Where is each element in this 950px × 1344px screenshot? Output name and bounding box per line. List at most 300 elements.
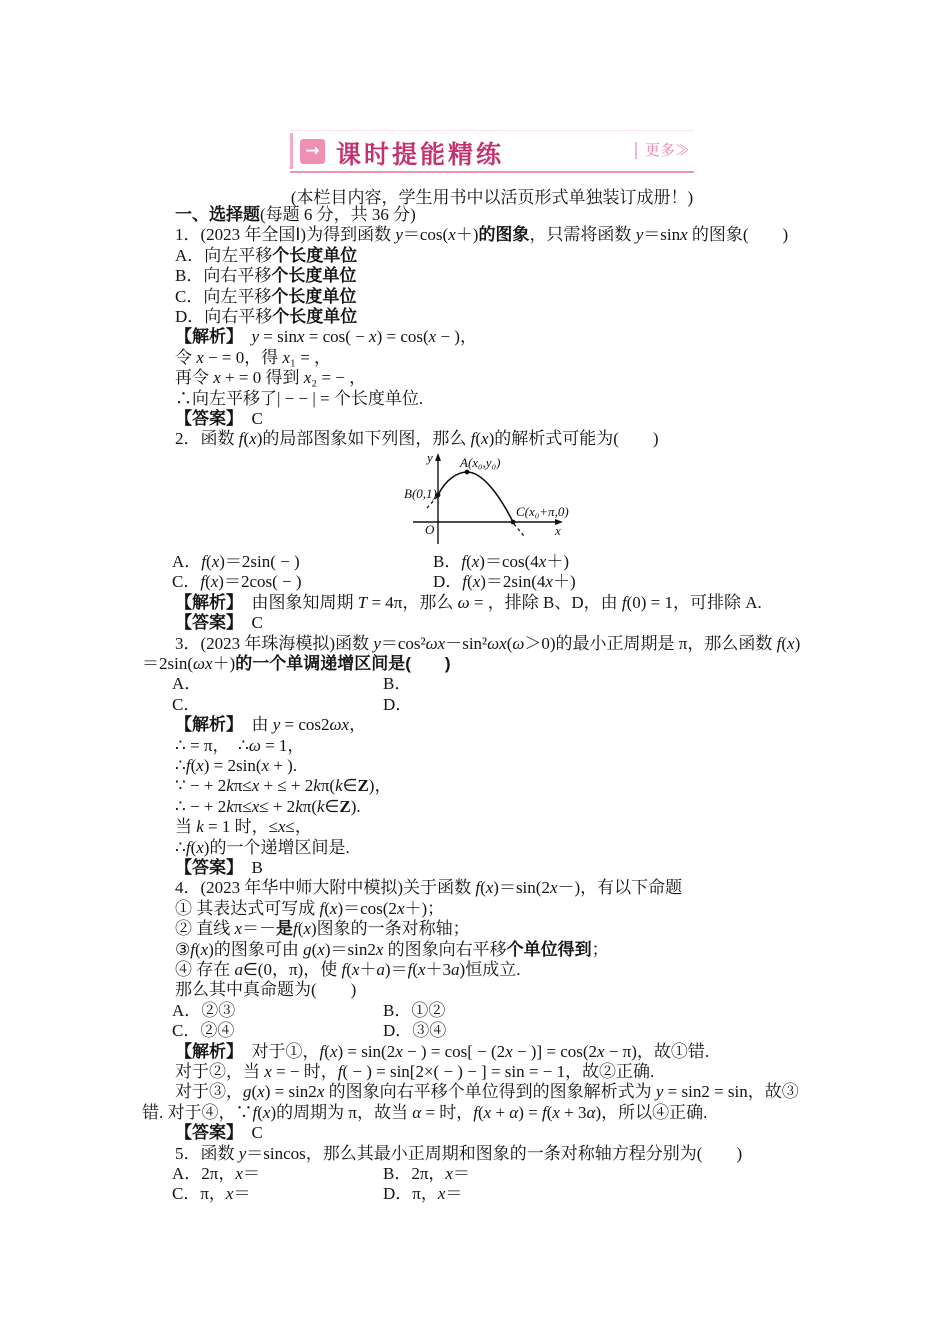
text-run: ωx xyxy=(193,653,213,673)
text-run: D． xyxy=(433,572,463,592)
text-run: ① 其表达式可写成 xyxy=(175,898,320,918)
text-run: ( xyxy=(194,939,201,959)
text-run: = 时， xyxy=(421,1102,474,1122)
option-cell xyxy=(383,674,411,694)
text-run: ＝sin xyxy=(643,225,681,245)
text-run: k xyxy=(313,776,321,796)
arrow-icon xyxy=(300,139,325,164)
text-run: )， xyxy=(368,776,392,796)
text-run: C xyxy=(234,613,263,633)
text-run: ＞0)的最小正周期是 π，那么函数 xyxy=(524,633,777,653)
text-run xyxy=(235,327,252,346)
more-link[interactable] xyxy=(635,142,690,159)
text-line xyxy=(142,736,822,756)
graph-figure xyxy=(142,450,822,552)
text-run: 个长度单位 xyxy=(271,286,357,306)
text-line xyxy=(142,409,822,429)
origin-label: O xyxy=(425,521,435,537)
text-run: ＝ xyxy=(452,1164,470,1184)
text-run: k xyxy=(226,776,234,796)
text-run: ∵ − + 2 xyxy=(175,776,227,796)
text-line xyxy=(142,348,822,368)
text-run: 是 xyxy=(276,919,294,939)
subtitle-note: (本栏目内容，学生用书中以活页形式单独装订成册！) xyxy=(290,188,694,207)
text-run: x xyxy=(264,1062,272,1082)
option-cell xyxy=(142,552,300,571)
text-run: x xyxy=(472,572,481,592)
options-row xyxy=(142,695,822,715)
text-run: 2．函数 xyxy=(175,429,239,449)
text-run: x xyxy=(485,878,494,898)
point-a-dot xyxy=(465,469,470,474)
text-run: 个长度单位 xyxy=(272,307,358,327)
text-run: C．π， xyxy=(172,1184,226,1204)
text-run: B xyxy=(234,857,263,877)
text-run: ③ xyxy=(175,939,191,959)
text-run: (每题 6 分，共 36 分) xyxy=(260,205,416,224)
text-run: 再令 xyxy=(175,368,214,388)
text-run: ( xyxy=(297,919,304,939)
text-run: 个长度单位 xyxy=(272,245,358,265)
text-run: ≤ + 2 xyxy=(259,796,296,816)
text-run: ∴ − + 2 xyxy=(175,796,227,816)
arrow-glyph: → xyxy=(305,141,320,161)
text-run: x xyxy=(261,755,270,775)
text-run: ωx xyxy=(487,633,507,653)
text-run: D．π， xyxy=(383,1184,438,1204)
text-run: D． xyxy=(383,694,413,714)
text-run: ( xyxy=(480,878,486,898)
option-cell xyxy=(383,1184,462,1204)
options-row xyxy=(142,674,822,694)
text-line xyxy=(142,225,822,245)
text-run: x xyxy=(277,817,286,837)
text-run: D．③④ xyxy=(383,1021,447,1041)
text-run: x xyxy=(211,551,220,571)
text-run: x xyxy=(448,225,456,245)
text-line xyxy=(142,817,822,837)
text-run: B． xyxy=(433,551,462,571)
text-run: ) = sin2 xyxy=(264,1082,317,1102)
options-row xyxy=(142,1184,822,1204)
text-run: )＝2cos( − ) xyxy=(218,572,302,592)
text-run: x xyxy=(296,327,305,347)
text-run: x xyxy=(235,1164,243,1184)
text-run: x xyxy=(316,1082,325,1102)
text-run: x xyxy=(234,919,243,939)
text-run: x xyxy=(538,551,547,571)
text-run: = sin xyxy=(259,327,297,347)
text-run: ∈ xyxy=(324,796,340,816)
text-run: C xyxy=(234,1123,263,1143)
text-run: )的图象可由 xyxy=(208,939,304,959)
text-run: 当 xyxy=(175,817,197,837)
text-run: A． xyxy=(172,551,202,571)
text-run: A．2π， xyxy=(172,1164,236,1184)
text-line xyxy=(142,919,822,939)
text-run: ( xyxy=(324,1041,330,1061)
text-run: = 1 时，≤ xyxy=(203,817,278,837)
text-line xyxy=(142,940,822,960)
text-run: (0) = 1，可排除 A. xyxy=(626,592,762,612)
text-run: = − 时， xyxy=(271,1062,338,1082)
text-run: f xyxy=(461,551,467,571)
text-run: Z xyxy=(357,776,369,796)
text-run: ω xyxy=(512,633,525,653)
text-run: 的图象向右平移 xyxy=(383,939,507,959)
text-run: ∈(0，π)，使 xyxy=(243,960,342,979)
option-cell xyxy=(142,572,302,591)
text-run: 【答案】 xyxy=(175,1123,235,1143)
text-line xyxy=(142,246,822,266)
text-run: f xyxy=(252,1102,258,1122)
text-line xyxy=(142,307,822,327)
text-run: 【答案】 xyxy=(175,409,235,429)
options-row xyxy=(142,572,822,592)
more-link-label[interactable]: 更多≫ xyxy=(644,142,690,159)
text-run: C．②④ xyxy=(172,1021,235,1041)
text-run: C．向左平移 xyxy=(175,286,272,306)
text-run: A．向左平移 xyxy=(175,245,273,265)
text-run: = ，排除 B、D，由 xyxy=(469,592,622,612)
text-run: ＝ xyxy=(445,1184,463,1204)
banner-underline xyxy=(290,171,694,173)
text-run: )的周期为 π，故当 xyxy=(270,1102,413,1122)
text-run: − )] = cos(2 xyxy=(512,1041,598,1061)
function-graph xyxy=(400,450,635,552)
text-run: + ≤ + 2 xyxy=(259,776,314,796)
text-run: x xyxy=(351,960,360,979)
text-run: B．向右平移 xyxy=(175,266,272,286)
text-run: 的图象 xyxy=(478,225,530,245)
text-run: x xyxy=(437,1184,446,1204)
text-run: = sin2 = sin，故③ xyxy=(663,1082,799,1102)
text-run: x xyxy=(471,551,480,571)
text-run: B．2π， xyxy=(383,1164,446,1184)
text-run: − )， xyxy=(436,327,477,347)
text-run: ∴ xyxy=(175,837,186,857)
text-run: k xyxy=(226,796,234,816)
text-run: x xyxy=(262,1102,271,1122)
text-run: f xyxy=(185,755,191,775)
text-run: x xyxy=(329,1041,338,1061)
text-line xyxy=(142,1123,822,1143)
worksheet-header-banner xyxy=(290,130,694,171)
option-cell xyxy=(433,552,569,572)
text-run: ＝ xyxy=(242,1164,260,1184)
text-run: ( xyxy=(206,551,212,571)
text-run: ( xyxy=(311,939,318,959)
text-run: x xyxy=(329,898,338,918)
text-run: )＝sin(2 xyxy=(493,878,550,898)
text-run: ② 直线 xyxy=(175,919,235,939)
text-run: 令 xyxy=(175,347,197,367)
text-run: ( xyxy=(546,1102,553,1122)
text-line xyxy=(142,1103,822,1123)
text-run: a xyxy=(451,960,460,979)
text-run: ) xyxy=(794,633,801,653)
text-run: x xyxy=(317,939,325,959)
text-run: ) = cos( xyxy=(376,327,429,347)
text-run: = 1， xyxy=(260,735,305,755)
text-run: + = 0 得到 xyxy=(220,368,304,388)
point-c-dot xyxy=(511,519,516,524)
text-run: f xyxy=(293,919,298,939)
option-cell xyxy=(142,1001,235,1020)
text-run: ( xyxy=(251,1082,258,1102)
text-run: x xyxy=(549,878,558,898)
text-run: x xyxy=(303,919,311,939)
text-run: x xyxy=(303,368,312,388)
text-run: α xyxy=(412,1102,422,1122)
text-line xyxy=(142,1082,822,1102)
text-run: y xyxy=(655,1082,664,1102)
text-run: )图象的一条对称轴； xyxy=(311,919,470,939)
text-run: = cos2 xyxy=(280,715,330,735)
text-run: x xyxy=(282,347,291,367)
banner-title: 课时提能精练 xyxy=(336,141,505,169)
text-run: x xyxy=(445,1164,453,1184)
text-run: f xyxy=(185,837,191,857)
text-run: = 4π，那么 xyxy=(367,592,458,612)
text-line xyxy=(142,389,822,409)
y-axis-label: y xyxy=(427,449,433,465)
text-run: ₂ = − ， xyxy=(311,368,367,388)
text-run: ； xyxy=(591,939,609,959)
options-row xyxy=(142,552,822,572)
text-run: )＝cos(4 xyxy=(479,551,539,571)
text-run: ＝sincos，那么其最小正周期和图象的一条对称轴方程分别为( ) xyxy=(246,1143,743,1163)
text-line xyxy=(142,634,822,654)
text-line xyxy=(142,287,822,307)
text-run: 1．(2023 年全国Ⅰ)为得到函数 xyxy=(175,225,396,245)
text-run: x xyxy=(251,796,260,816)
text-run: ＝cos( xyxy=(402,225,449,245)
text-run: ＋) xyxy=(212,653,236,673)
text-run: 3．(2023 年珠海模拟)函数 xyxy=(175,633,374,653)
text-line xyxy=(142,593,822,613)
option-cell xyxy=(433,572,576,592)
text-run: y xyxy=(251,327,260,347)
text-run: )＝2sin( − ) xyxy=(219,551,300,571)
text-run: －)，有以下命题 xyxy=(557,878,683,898)
text-run: x xyxy=(680,225,688,245)
text-run: x xyxy=(196,347,204,367)
options-row xyxy=(142,1001,822,1021)
text-run: 个长度单位 xyxy=(271,266,357,286)
text-run: ₁ = ， xyxy=(290,347,332,367)
text-run: x xyxy=(787,633,795,653)
text-run: x xyxy=(505,1041,513,1061)
text-run: ( xyxy=(190,755,197,775)
text-line xyxy=(142,266,822,286)
text-run: x xyxy=(396,898,405,918)
text-line xyxy=(142,980,822,1000)
text-line xyxy=(142,960,822,980)
option-cell xyxy=(142,695,200,714)
text-run: ＋ xyxy=(359,960,377,979)
text-run: + xyxy=(491,1102,510,1122)
text-run: x xyxy=(545,572,553,592)
text-run: f xyxy=(473,1102,478,1122)
text-line xyxy=(142,368,822,388)
text-run: 【解析】 xyxy=(175,1041,235,1061)
text-run: ( xyxy=(475,429,482,449)
text-run: k xyxy=(316,796,325,816)
text-run: x xyxy=(428,327,437,347)
text-run: ( xyxy=(243,429,250,449)
text-line xyxy=(142,1042,822,1062)
text-run: 【解析】 xyxy=(175,327,235,347)
option-cell xyxy=(383,695,412,715)
text-line xyxy=(142,838,822,858)
text-run: x xyxy=(196,755,204,775)
text-run: A． xyxy=(172,674,202,694)
option-cell xyxy=(383,1021,446,1041)
text-run: x xyxy=(597,1041,605,1061)
text-run: C xyxy=(234,409,263,429)
text-run: B．①② xyxy=(383,1000,446,1020)
text-run: f xyxy=(407,960,413,979)
text-line xyxy=(142,858,822,878)
text-run: x xyxy=(395,1041,403,1061)
text-line xyxy=(142,654,822,674)
option-cell xyxy=(142,674,201,693)
text-run: 对于③， xyxy=(175,1082,243,1102)
banner-left-bar xyxy=(290,133,293,169)
text-run: 由图象知周期 xyxy=(234,592,358,612)
options-row xyxy=(142,1164,822,1184)
text-run: ④ 存在 xyxy=(175,960,235,979)
options-row xyxy=(142,1021,822,1041)
text-run: x xyxy=(213,368,221,388)
text-run: ＋) xyxy=(546,551,569,571)
text-run: )的一个递增区间是. xyxy=(203,837,350,857)
text-run: x xyxy=(375,939,384,959)
text-run: y xyxy=(238,1143,247,1163)
text-run: x xyxy=(210,572,219,592)
text-run: f xyxy=(341,960,347,979)
text-run: g xyxy=(303,939,312,959)
text-run: )＝ xyxy=(384,960,408,979)
text-run: 的图象( ) xyxy=(687,225,789,245)
text-run: x xyxy=(552,1102,560,1122)
text-run: ( xyxy=(346,960,352,979)
text-run: ( xyxy=(205,572,211,592)
text-run: ) = 2sin( xyxy=(203,755,262,775)
text-run: ∈ xyxy=(342,776,358,796)
text-line xyxy=(142,613,822,633)
text-run: f xyxy=(201,551,207,571)
text-run: 对于①， xyxy=(234,1041,320,1061)
option-cell xyxy=(383,1001,445,1021)
text-run: f xyxy=(238,429,244,449)
text-run: C． xyxy=(172,572,201,592)
text-run: 对于②，当 xyxy=(175,1062,265,1082)
text-run: ( xyxy=(412,960,418,979)
text-line xyxy=(142,776,822,796)
text-run: ). xyxy=(350,796,361,816)
text-run: f xyxy=(200,572,206,592)
option-cell xyxy=(142,1021,234,1040)
text-run: k xyxy=(295,796,303,816)
text-run: + 3 xyxy=(559,1102,587,1122)
text-run: − ) = cos[ − (2 xyxy=(402,1041,506,1061)
text-run: 的一个单调递增区间是( ) xyxy=(235,653,451,673)
option-cell xyxy=(142,1164,260,1183)
point-a-label: A(x₀,y₀) xyxy=(460,454,501,470)
text-run: ， xyxy=(349,715,367,735)
text-run: ＋) xyxy=(552,572,576,592)
text-line xyxy=(142,899,822,919)
text-run: f xyxy=(337,1062,343,1082)
text-run: ＝－ xyxy=(242,919,277,939)
option-cell xyxy=(383,1164,470,1184)
text-run: ( − ) = sin[2×( − ) − ] = sin = − 1，故②正确. xyxy=(342,1062,655,1082)
text-run: C． xyxy=(172,694,201,714)
text-run: x xyxy=(257,1082,265,1102)
text-run: π≤ xyxy=(233,796,252,816)
text-run: ( xyxy=(466,551,472,571)
text-run: ∴ = π， ∴ xyxy=(175,735,249,755)
text-run: ( xyxy=(257,1102,263,1122)
text-run: ∴ xyxy=(175,755,186,775)
text-line xyxy=(142,878,822,898)
text-run: x xyxy=(483,1102,492,1122)
text-run: f xyxy=(462,572,468,592)
text-run: 【答案】 xyxy=(175,613,235,633)
text-run: = cos( − xyxy=(304,327,370,347)
text-run: g xyxy=(243,1082,252,1102)
text-run: f xyxy=(190,939,195,959)
text-run: ωx xyxy=(425,633,446,653)
text-run: − π)，故①错. xyxy=(604,1041,710,1061)
text-run: x xyxy=(251,776,260,796)
text-run: 4．(2023 年华中师大附中模拟)关于函数 xyxy=(175,878,476,898)
text-run: + ). xyxy=(269,755,298,775)
option-cell xyxy=(142,1184,250,1203)
text-run: 个单位得到 xyxy=(506,939,592,959)
text-run: ＋) xyxy=(455,225,479,245)
text-run: 【答案】 xyxy=(175,857,235,877)
text-run: x xyxy=(481,429,489,449)
text-run: 错. 对于④，∵ xyxy=(142,1102,253,1122)
text-run: ωx xyxy=(329,715,350,735)
text-line xyxy=(142,1144,822,1164)
text-run: ＝ xyxy=(233,1184,251,1204)
text-run: 5．函数 xyxy=(175,1143,239,1163)
text-run: ( xyxy=(324,898,330,918)
text-run: f xyxy=(541,1102,547,1122)
text-run: f xyxy=(776,633,782,653)
text-run: α xyxy=(509,1102,519,1122)
text-run: ∴向左平移了| − − | = 个长度单位. xyxy=(175,388,424,408)
text-run: ( xyxy=(190,837,197,857)
text-run: B． xyxy=(383,674,412,694)
text-run: − = 0，得 xyxy=(203,347,283,367)
text-run: f xyxy=(475,878,481,898)
text-run: ( xyxy=(781,633,788,653)
text-run: )的局部图象如下列图，那么 xyxy=(256,429,471,449)
text-run: 【解析】 xyxy=(175,715,235,735)
point-b-label: B(0,1) xyxy=(404,485,437,501)
text-run: ω xyxy=(457,592,470,612)
text-run: ＋)； xyxy=(404,898,445,918)
text-run: ＝2sin( xyxy=(142,653,193,673)
text-run: π( xyxy=(320,776,336,796)
text-line xyxy=(142,327,822,347)
text-line xyxy=(142,1062,822,1082)
